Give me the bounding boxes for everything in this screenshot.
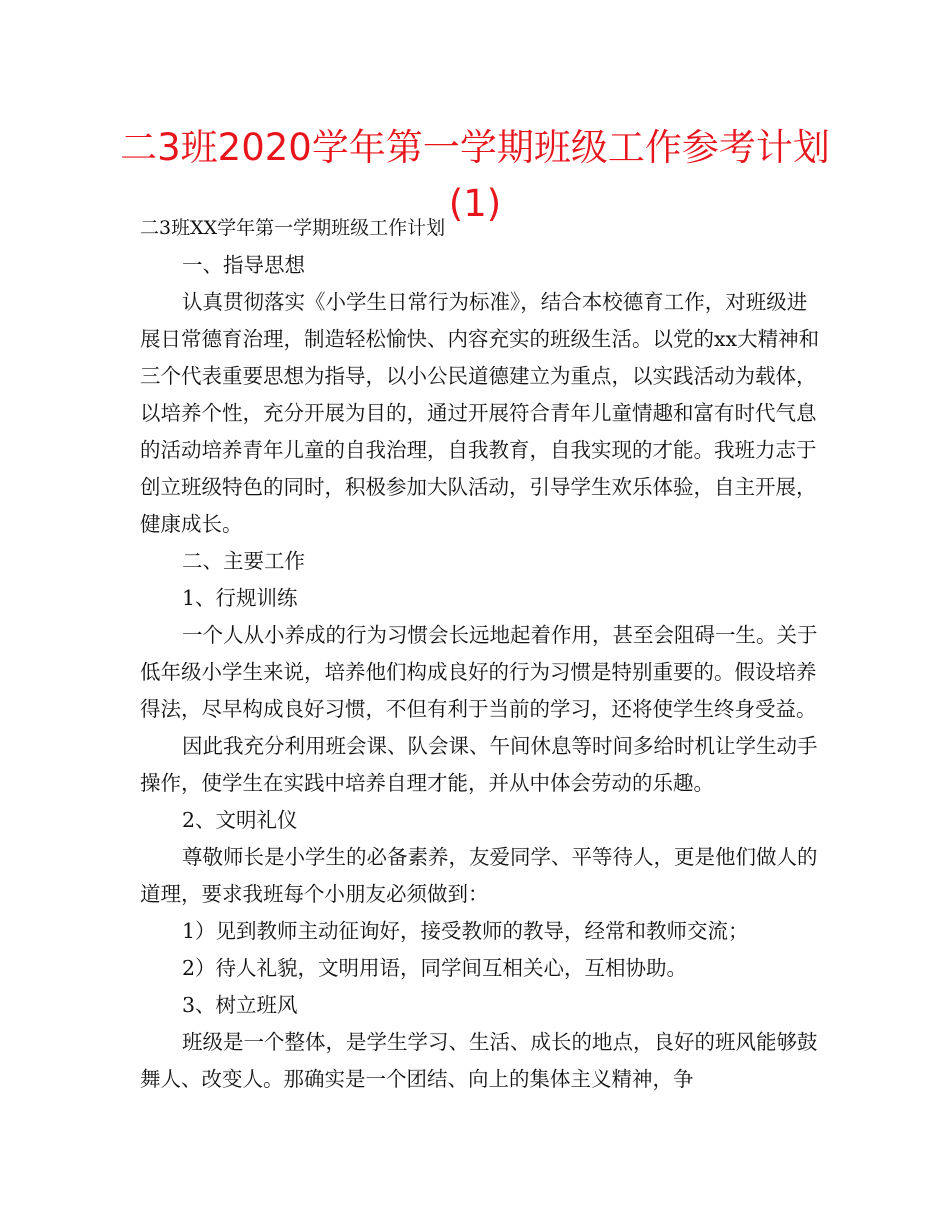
paragraph-etiquette: 尊敬师长是小学生的必备素养，友爱同学、平等待人，更是他们做人的道理，要求我班每个小朋友必须做到： — [140, 845, 818, 906]
section-heading-main-work: 二、主要工作 — [182, 549, 305, 573]
paragraph-guiding-ideology: 认真贯彻落实《小学生日常行为标准》，结合本校德育工作，对班级进展日常德育治理，制造轻松愉快、内容充实的班级生活。以党的xx大精神和三个代表重要思想为指导，以小公民道德建立为重点，以实践活动为载体，以培养个性，充分开展为目的，通过开展符合青年儿童情趣和富有时代气息的活动培养青年儿童的自我治理，自我教育，自我实现的才能。我班力志于创立班级特色的同时，积极参加大队活动，引导学生欢乐体验，自主开展，健康成长。 — [140, 290, 820, 536]
paragraph-conduct-training-1: 一个人从小养成的行为习惯会长远地起着作用，甚至会阻碍一生。关于低年级小学生来说，培养他们构成良好的行为习惯是特别重要的。假设培养得法，尽早构成良好习惯，不但有利于当前的学习，还将使学生终身受益。 — [140, 623, 818, 721]
document-title: 二3班2020学年第一学期班级工作参考计划(1) — [120, 126, 830, 225]
document-body — [140, 210, 820, 1098]
paragraph-conduct-training-2: 因此我充分利用班会课、队会课、午间休息等时间多给时机让学生动手操作，使学生在实践中培养自理才能，并从中体会劳动的乐趣。 — [140, 734, 818, 795]
document-subtitle: 二3班XX学年第一学期班级工作计划 — [140, 217, 446, 239]
list-item-etiquette-1: 1）见到教师主动征询好，接受教师的教导，经常和教师交流； — [182, 919, 749, 943]
section-heading-guiding-ideology: 一、指导思想 — [182, 253, 305, 277]
subsection-heading-class-spirit: 3、树立班风 — [182, 993, 298, 1017]
subsection-heading-conduct-training: 1、行规训练 — [182, 586, 298, 610]
subsection-heading-etiquette: 2、文明礼仪 — [182, 808, 298, 832]
list-item-etiquette-2: 2）待人礼貌，文明用语，同学间互相关心，互相协助。 — [182, 956, 688, 980]
paragraph-class-spirit: 班级是一个整体，是学生学习、生活、成长的地点，良好的班风能够鼓舞人、改变人。那确实是一个团结、向上的集体主义精神，争 — [140, 1030, 818, 1091]
